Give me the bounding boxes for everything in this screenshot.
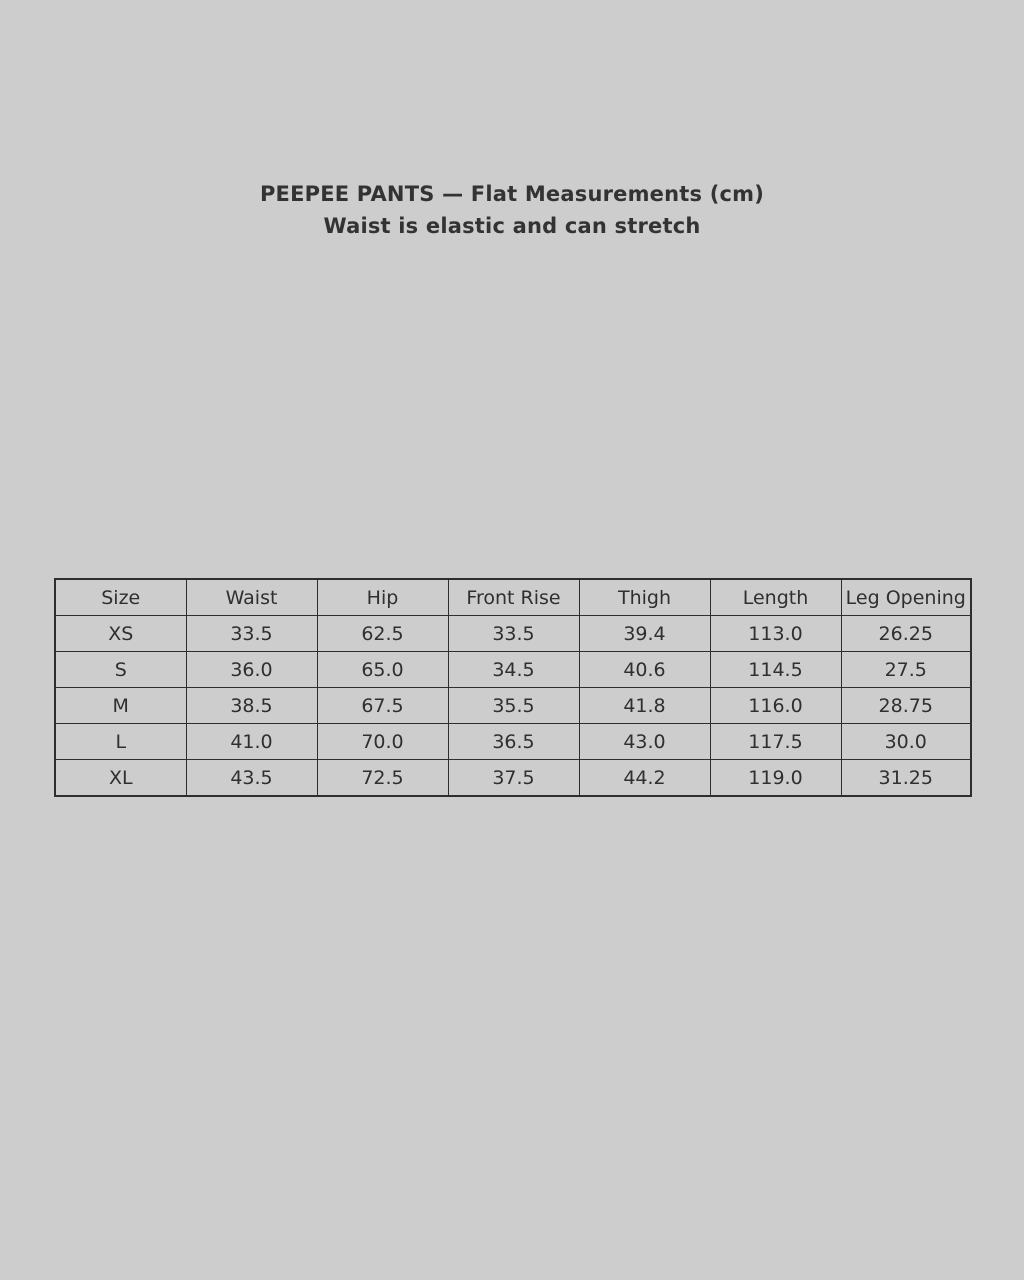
cell-waist: 33.5 — [186, 616, 317, 652]
cell-leg-opening: 28.75 — [841, 688, 971, 724]
cell-front-rise: 37.5 — [448, 760, 579, 797]
measurements-table-container — [54, 578, 970, 797]
measurements-table — [54, 578, 972, 797]
cell-waist: 41.0 — [186, 724, 317, 760]
table-row — [55, 616, 971, 652]
cell-hip: 62.5 — [317, 616, 448, 652]
cell-leg-opening: 30.0 — [841, 724, 971, 760]
cell-front-rise: 36.5 — [448, 724, 579, 760]
table-row — [55, 724, 971, 760]
column-header-size: Size — [55, 579, 186, 616]
cell-size: XL — [55, 760, 186, 797]
column-header-leg-opening: Leg Opening — [841, 579, 971, 616]
page-title — [0, 178, 1024, 242]
table-row — [55, 688, 971, 724]
cell-length: 116.0 — [710, 688, 841, 724]
cell-front-rise: 33.5 — [448, 616, 579, 652]
cell-length: 119.0 — [710, 760, 841, 797]
cell-length: 114.5 — [710, 652, 841, 688]
cell-leg-opening: 26.25 — [841, 616, 971, 652]
column-header-length: Length — [710, 579, 841, 616]
table-header-row — [55, 579, 971, 616]
cell-leg-opening: 27.5 — [841, 652, 971, 688]
cell-thigh: 43.0 — [579, 724, 710, 760]
cell-size: M — [55, 688, 186, 724]
cell-waist: 36.0 — [186, 652, 317, 688]
cell-thigh: 39.4 — [579, 616, 710, 652]
cell-length: 113.0 — [710, 616, 841, 652]
column-header-thigh: Thigh — [579, 579, 710, 616]
cell-leg-opening: 31.25 — [841, 760, 971, 797]
cell-length: 117.5 — [710, 724, 841, 760]
title-line-1: PEEPEE PANTS — Flat Measurements (cm) — [259, 182, 765, 206]
cell-size: XS — [55, 616, 186, 652]
cell-thigh: 41.8 — [579, 688, 710, 724]
table-row — [55, 652, 971, 688]
title-line-2: Waist is elastic and can stretch — [323, 214, 701, 238]
cell-thigh: 44.2 — [579, 760, 710, 797]
cell-waist: 38.5 — [186, 688, 317, 724]
cell-hip: 70.0 — [317, 724, 448, 760]
cell-thigh: 40.6 — [579, 652, 710, 688]
cell-size: S — [55, 652, 186, 688]
cell-hip: 67.5 — [317, 688, 448, 724]
cell-front-rise: 35.5 — [448, 688, 579, 724]
cell-hip: 65.0 — [317, 652, 448, 688]
column-header-front-rise: Front Rise — [448, 579, 579, 616]
cell-waist: 43.5 — [186, 760, 317, 797]
table-row — [55, 760, 971, 797]
cell-hip: 72.5 — [317, 760, 448, 797]
column-header-waist: Waist — [186, 579, 317, 616]
cell-front-rise: 34.5 — [448, 652, 579, 688]
column-header-hip: Hip — [317, 579, 448, 616]
cell-size: L — [55, 724, 186, 760]
